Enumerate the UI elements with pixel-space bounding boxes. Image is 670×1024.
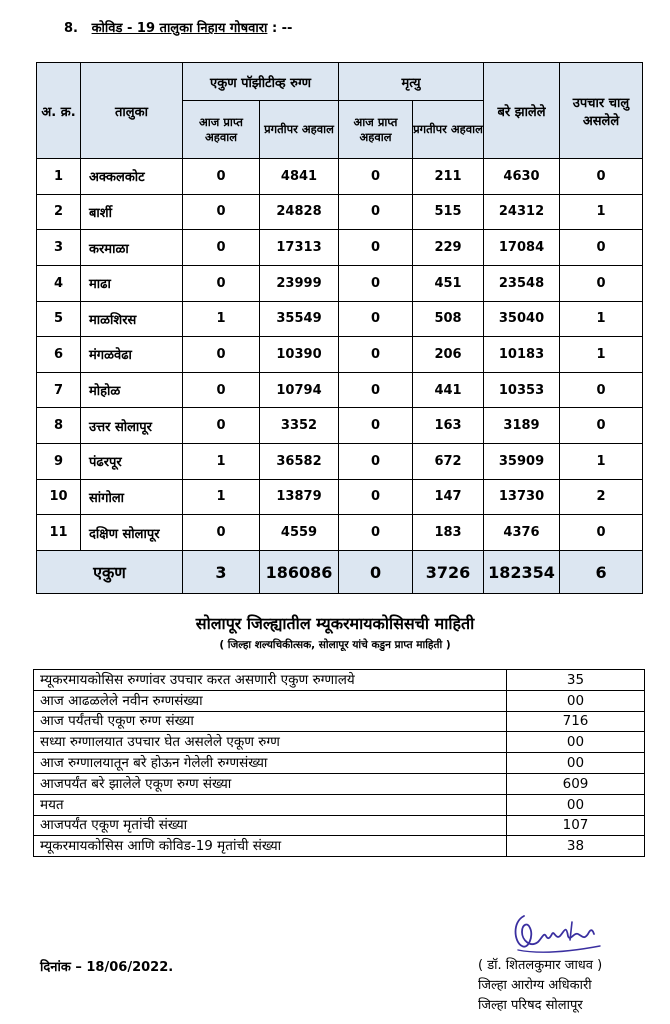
row-taluka: मंगळवेढा (81, 337, 183, 373)
row-death-cumulative: 183 (413, 515, 484, 551)
row-positive-cumulative: 3352 (260, 408, 339, 444)
row-death-today: 0 (339, 444, 413, 480)
row-death-cumulative: 441 (413, 372, 484, 408)
row-recovered: 35040 (484, 301, 560, 337)
row-positive-today: 1 (183, 301, 260, 337)
signatory-office: जिल्हा परिषद सोलापूर (478, 998, 583, 1013)
row-death-today: 0 (339, 265, 413, 301)
row-death-cumulative: 451 (413, 265, 484, 301)
row-death-cumulative: 163 (413, 408, 484, 444)
row-death-today: 0 (339, 337, 413, 373)
row-positive-today: 0 (183, 408, 260, 444)
row-active: 0 (560, 408, 643, 444)
mucor-row (34, 794, 645, 815)
row-taluka: बार्शी (81, 194, 183, 230)
table-row (37, 337, 643, 373)
row-positive-today: 0 (183, 159, 260, 195)
row-death-cumulative: 229 (413, 230, 484, 266)
mucor-label: आज पर्यंतची एकूण रुग्ण संख्या (34, 711, 507, 732)
mucor-value: 107 (507, 815, 645, 836)
row-taluka: अक्कलकोट (81, 159, 183, 195)
header-positive-cumulative: प्रगतीपर अहवाल (260, 101, 339, 159)
mucor-row (34, 836, 645, 857)
row-active: 0 (560, 372, 643, 408)
mucor-table (33, 669, 645, 857)
row-taluka: उत्तर सोलापूर (81, 408, 183, 444)
row-death-today: 0 (339, 408, 413, 444)
mucor-row (34, 711, 645, 732)
total-row (37, 551, 643, 594)
mucor-row (34, 732, 645, 753)
row-active: 1 (560, 444, 643, 480)
mucor-value: 716 (507, 711, 645, 732)
row-death-cumulative: 206 (413, 337, 484, 373)
mucor-label: म्यूकरमायकोसिस रुग्णांवर उपचार करत असणारी एकुण रुग्णालये (34, 670, 507, 691)
mucor-label: आज रुग्णालयातून बरे होऊन गेलेली रुग्णसंख्या (34, 753, 507, 774)
table-row (37, 159, 643, 195)
row-positive-today: 1 (183, 479, 260, 515)
signatory-block (478, 956, 602, 1016)
row-positive-cumulative: 13879 (260, 479, 339, 515)
mucor-label: आजपर्यंत एकूण मृतांची संख्या (34, 815, 507, 836)
row-taluka: दक्षिण सोलापूर (81, 515, 183, 551)
header-death: मृत्यु (339, 63, 484, 101)
mucor-table-body (34, 670, 645, 857)
row-positive-cumulative: 23999 (260, 265, 339, 301)
row-active: 1 (560, 337, 643, 373)
mucor-row (34, 815, 645, 836)
row-taluka: पंढरपूर (81, 444, 183, 480)
row-sr: 5 (37, 301, 81, 337)
row-active: 0 (560, 265, 643, 301)
mucor-value: 00 (507, 690, 645, 711)
row-positive-today: 1 (183, 444, 260, 480)
mucor-title: सोलापूर जिल्ह्यातील म्यूकरमायकोसिसची माहिती (195, 614, 475, 633)
table-row (37, 194, 643, 230)
table-row (37, 444, 643, 480)
row-recovered: 10183 (484, 337, 560, 373)
signatory-title: जिल्हा आरोग्य अधिकारी (478, 978, 592, 993)
row-death-today: 0 (339, 230, 413, 266)
signature-image (508, 910, 608, 958)
mucor-value: 00 (507, 732, 645, 753)
row-positive-today: 0 (183, 337, 260, 373)
table-row (37, 265, 643, 301)
header-sr: अ. क्र. (37, 63, 81, 159)
total-positive-today: 3 (183, 551, 260, 594)
section-heading (64, 18, 292, 36)
mucor-label: आजपर्यंत बरे झालेले एकूण रुग्ण संख्या (34, 773, 507, 794)
total-positive-cumulative: 186086 (260, 551, 339, 594)
row-sr: 8 (37, 408, 81, 444)
row-taluka: माढा (81, 265, 183, 301)
row-positive-today: 0 (183, 372, 260, 408)
row-recovered: 17084 (484, 230, 560, 266)
row-positive-cumulative: 4559 (260, 515, 339, 551)
row-sr: 3 (37, 230, 81, 266)
table-row (37, 515, 643, 551)
row-sr: 9 (37, 444, 81, 480)
total-death-cumulative: 3726 (413, 551, 484, 594)
row-death-cumulative: 508 (413, 301, 484, 337)
mucor-label: आज आढळलेले नवीन रुग्णसंख्या (34, 690, 507, 711)
mucor-source-note: ( जिल्हा शल्यचिकीत्सक, सोलापूर यांचे कडुन प्राप्त माहिती ) (219, 639, 451, 651)
mucor-row (34, 773, 645, 794)
row-death-cumulative: 147 (413, 479, 484, 515)
total-label: एकुण (37, 551, 183, 594)
row-active: 0 (560, 230, 643, 266)
header-taluka: तालुका (81, 63, 183, 159)
row-death-today: 0 (339, 372, 413, 408)
row-sr: 7 (37, 372, 81, 408)
row-positive-today: 0 (183, 265, 260, 301)
row-positive-today: 0 (183, 230, 260, 266)
row-active: 1 (560, 194, 643, 230)
header-death-cumulative: प्रगतीपर अहवाल (413, 101, 484, 159)
row-taluka: सांगोला (81, 479, 183, 515)
row-sr: 2 (37, 194, 81, 230)
row-positive-cumulative: 24828 (260, 194, 339, 230)
mucor-value: 609 (507, 773, 645, 794)
mucor-value: 00 (507, 753, 645, 774)
header-positive: एकुण पॉझीटीव्ह रुग्ण (183, 63, 339, 101)
row-sr: 10 (37, 479, 81, 515)
row-positive-cumulative: 10794 (260, 372, 339, 408)
header-recovered: बरे झालेले (484, 63, 560, 159)
row-active: 1 (560, 301, 643, 337)
row-positive-today: 0 (183, 515, 260, 551)
mucor-label: सध्या रुग्णालयात उपचार घेत असलेले एकूण रुग्ण (34, 732, 507, 753)
row-positive-cumulative: 35549 (260, 301, 339, 337)
row-sr: 11 (37, 515, 81, 551)
row-recovered: 35909 (484, 444, 560, 480)
section-title-suffix: : -- (271, 21, 293, 36)
total-active: 6 (560, 551, 643, 594)
mucor-value: 38 (507, 836, 645, 857)
row-recovered: 10353 (484, 372, 560, 408)
row-sr: 1 (37, 159, 81, 195)
signatory-name: ( डॉ. शितलकुमार जाधव ) (478, 958, 603, 973)
mucor-value: 00 (507, 794, 645, 815)
row-recovered: 24312 (484, 194, 560, 230)
section-title: कोविड - 19 तालुका निहाय गोषवारा (91, 21, 268, 36)
row-positive-cumulative: 36582 (260, 444, 339, 480)
mucor-label: म्यूकरमायकोसिस आणि कोविड-19 मृतांची संख्या (34, 836, 507, 857)
section-number: 8. (64, 21, 78, 36)
row-positive-cumulative: 17313 (260, 230, 339, 266)
row-active: 0 (560, 159, 643, 195)
header-death-today: आज प्राप्त अहवाल (339, 101, 413, 159)
mucor-value: 35 (507, 670, 645, 691)
table-row (37, 372, 643, 408)
row-positive-today: 0 (183, 194, 260, 230)
table-row (37, 301, 643, 337)
row-death-cumulative: 211 (413, 159, 484, 195)
row-taluka: करमाळा (81, 230, 183, 266)
mucor-row (34, 753, 645, 774)
mucor-row (34, 670, 645, 691)
row-death-cumulative: 515 (413, 194, 484, 230)
row-positive-cumulative: 4841 (260, 159, 339, 195)
table-row (37, 230, 643, 266)
table-row (37, 408, 643, 444)
row-death-today: 0 (339, 479, 413, 515)
row-death-today: 0 (339, 301, 413, 337)
row-death-today: 0 (339, 159, 413, 195)
row-recovered: 23548 (484, 265, 560, 301)
table-body (37, 159, 643, 551)
header-positive-today: आज प्राप्त अहवाल (183, 101, 260, 159)
taluka-summary-table (36, 62, 643, 594)
report-date: दिनांक – 18/06/2022. (40, 960, 174, 975)
header-active: उपचार चालु असलेले (560, 63, 643, 159)
row-sr: 4 (37, 265, 81, 301)
mucor-label: मयत (34, 794, 507, 815)
row-active: 0 (560, 515, 643, 551)
row-recovered: 13730 (484, 479, 560, 515)
row-taluka: माळशिरस (81, 301, 183, 337)
row-taluka: मोहोळ (81, 372, 183, 408)
total-death-today: 0 (339, 551, 413, 594)
row-positive-cumulative: 10390 (260, 337, 339, 373)
mucor-row (34, 690, 645, 711)
row-active: 2 (560, 479, 643, 515)
table-row (37, 479, 643, 515)
row-death-cumulative: 672 (413, 444, 484, 480)
row-recovered: 3189 (484, 408, 560, 444)
row-recovered: 4630 (484, 159, 560, 195)
row-recovered: 4376 (484, 515, 560, 551)
row-death-today: 0 (339, 194, 413, 230)
row-sr: 6 (37, 337, 81, 373)
row-death-today: 0 (339, 515, 413, 551)
total-recovered: 182354 (484, 551, 560, 594)
